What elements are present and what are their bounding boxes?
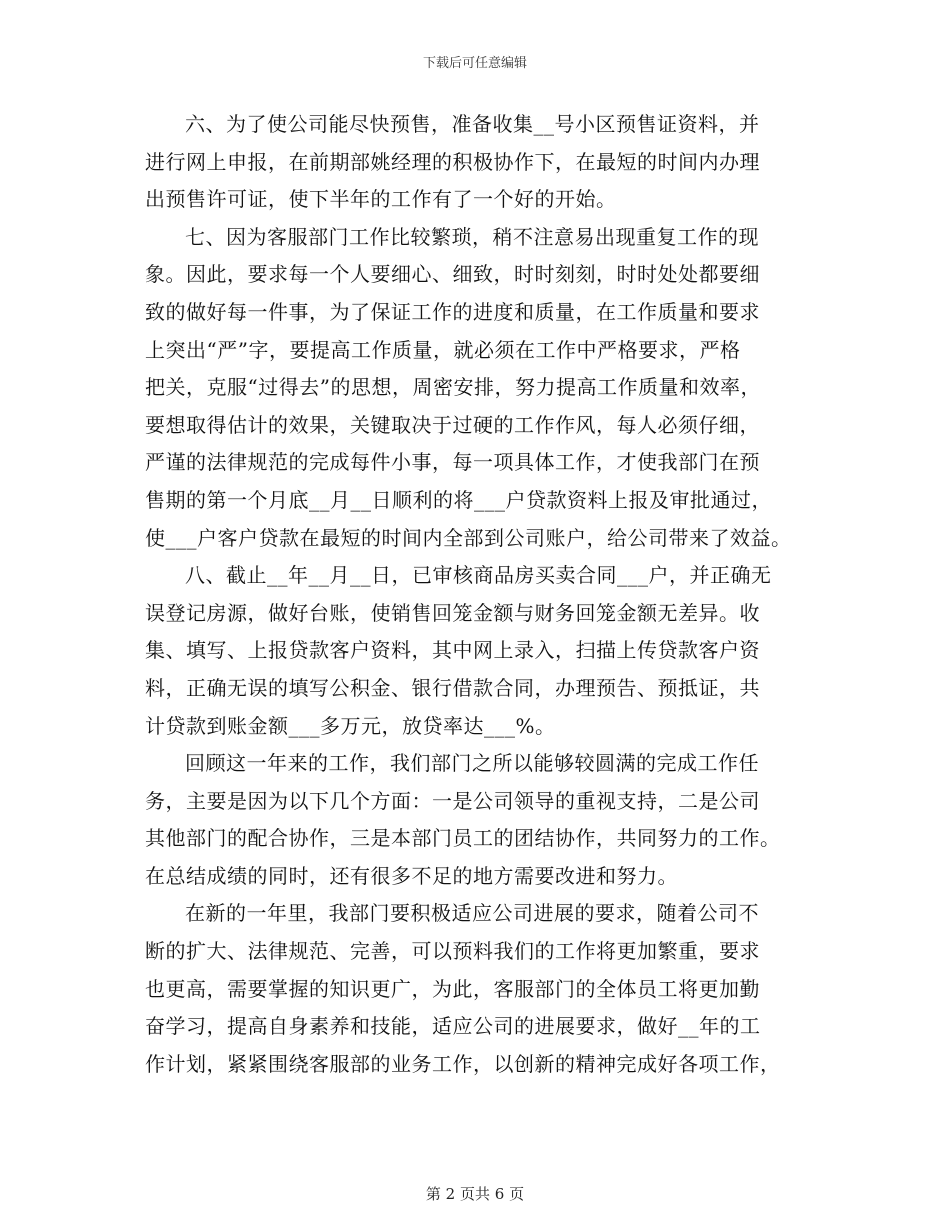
text-line: 作计划，紧紧围绕客服部的业务工作，以创新的精神完成好各项工作， [145, 1051, 781, 1076]
text-line: 八、截止__年__月__日，已审核商品房买卖合同___户，并正确无 [185, 563, 772, 588]
text-line: 七、因为客服部门工作比较繁琐，稍不注意易出现重复工作的现 [185, 224, 759, 249]
text-line: 要想取得估计的效果，关键取决于过硬的工作作风，每人必须仔细， [145, 412, 760, 437]
text-line: 其他部门的配合协作，三是本部门员工的团结协作，共同努力的工作。 [145, 826, 781, 851]
text-line: 务，主要是因为以下几个方面：一是公司领导的重视支持，二是公司 [145, 788, 760, 813]
text-line: 奋学习，提高自身素养和技能，适应公司的进展要求，做好__年的工 [145, 1014, 761, 1039]
text-line: 误登记房源，做好台账，使销售回笼金额与财务回笼金额无差异。收 [145, 600, 760, 625]
text-line: 售期的第一个月底__月__日顺利的将___户贷款资料上报及审批通过， [145, 487, 772, 512]
text-line: 象。因此，要求每一个人要细心、细致，时时刻刻，时时处处都要细 [145, 262, 760, 287]
page-header: 下载后可任意编辑 [422, 56, 527, 71]
text-line: 在总结成绩的同时，还有很多不足的地方需要改进和努力。 [145, 863, 678, 888]
page-number: 第 2 页共 6 页 [425, 1185, 525, 1203]
text-line: 集、填写、上报贷款客户资料，其中网上录入，扫描上传贷款客户资 [145, 638, 760, 663]
text-line: 把关，克服“过得去”的思想，周密安排，努力提高工作质量和效率， [145, 375, 761, 400]
text-line: 严谨的法律规范的完成每件小事，每一项具体工作，才使我部门在预 [145, 450, 760, 475]
text-line: 料，正确无误的填写公积金、银行借款合同，办理预告、预抵证，共 [145, 675, 760, 700]
text-line: 出预售许可证，使下半年的工作有了一个好的开始。 [145, 187, 617, 212]
text-line: 致的做好每一件事，为了保证工作的进度和质量，在工作质量和要求 [145, 299, 760, 324]
text-line: 断的扩大、法律规范、完善，可以预料我们的工作将更加繁重，要求 [145, 939, 760, 964]
text-line: 在新的一年里，我部门要积极适应公司进展的要求，随着公司不 [185, 901, 759, 926]
text-line: 使___户客户贷款在最短的时间内全部到公司账户，给公司带来了效益。 [145, 525, 792, 550]
text-line: 六、为了使公司能尽快预售，准备收集__号小区预售证资料，并 [185, 112, 760, 136]
text-line: 进行网上申报，在前期部姚经理的积极协作下，在最短的时间内办理 [145, 149, 760, 174]
document-body [145, 106, 825, 1083]
text-line: 计贷款到账金额___多万元，放贷率达___%。 [145, 713, 556, 738]
text-line: 也更高，需要掌握的知识更广，为此，客服部门的全体员工将更加勤 [145, 976, 760, 1001]
text-line: 回顾这一年来的工作，我们部门之所以能够较圆满的完成工作任 [185, 751, 759, 776]
text-line: 上突出“严”字，要提高工作质量，就必须在工作中严格要求，严格 [145, 337, 741, 362]
